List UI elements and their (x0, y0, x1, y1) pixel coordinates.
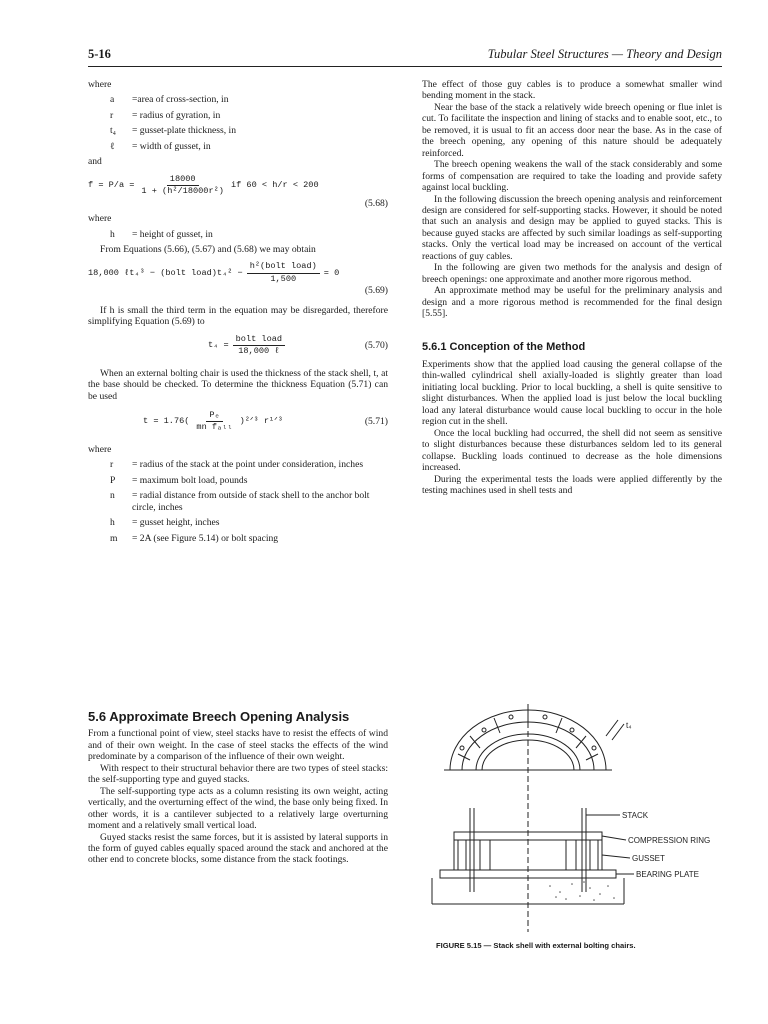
equation-5-71 (88, 410, 388, 434)
section-title: 5.6 Approximate Breech Opening Analysis (88, 709, 350, 724)
variable-symbol: m (110, 532, 118, 544)
variable-row (88, 475, 388, 486)
numerator: h²(bolt load) (247, 261, 320, 273)
plan-view (444, 704, 624, 932)
variable-row (88, 141, 388, 152)
paragraph: Guyed stacks resist the same forces, but it is assisted by lateral supports in the form of guyed cables equally spaced around the stack and anchored at the other end to concrete blocks, some distance from the stack footings. (88, 831, 388, 866)
label-compression-ring: COMPRESSION RING (628, 836, 711, 845)
label-stack: STACK (622, 811, 649, 820)
denominator: 18,000 ℓ (238, 346, 280, 357)
label-t4: t₄ (626, 721, 632, 730)
equation-number: (5.68) (364, 197, 388, 209)
fraction (193, 410, 235, 434)
variable-description: = height of gusset, in (132, 228, 213, 240)
equation-rhs: )²ᐟ³ r¹ᐟ³ (239, 416, 283, 427)
fraction (138, 174, 227, 198)
equation-lhs: t = 1.76( (143, 416, 190, 427)
variable-symbol: h (110, 517, 115, 529)
equation-lhs: f = P/a = (88, 179, 135, 190)
left-column-section (88, 711, 388, 866)
variable-symbol: n (110, 490, 115, 502)
subsection-title: 5.6.1 Conception of the Method (422, 340, 586, 353)
variable-list (88, 94, 388, 152)
equation-5-70 (88, 334, 388, 358)
variable-list (88, 459, 388, 544)
paragraph: The breech opening weakens the wall of the stack considerably and some forms of compensation are required to take the loading and provide safety against local buckling. (422, 159, 722, 194)
fraction (247, 261, 320, 285)
paragraph: With respect to their structural behavior there are two types of steel stacks: the self-supporting type and guyed stacks. (88, 762, 388, 786)
equation-lhs: 18,000 ℓt₄³ − (bolt load)t₄² − (88, 267, 243, 278)
denominator: mn fₐₗₗ (196, 422, 233, 433)
right-column (422, 79, 722, 496)
paragraph: An approximate method may be useful for the preliminary analysis and design and a more rigorous method is recommended for the final design [5.55]. (422, 285, 722, 320)
page-header (88, 44, 722, 67)
variable-row (88, 533, 388, 544)
figure-caption: FIGURE 5.15 — Stack shell with external bolting chairs. (436, 941, 636, 950)
equation-5-69 (88, 261, 388, 285)
label-bearing-plate: BEARING PLATE (636, 870, 699, 879)
variable-description: =area of cross-section, in (132, 94, 229, 106)
paragraph: Near the base of the stack a relatively wide breech opening or flue inlet is cut. To facilitate the inspection and lining of stacks and to enable soot, etc., to be removed, it is usual to fit an access door near the base. As in the case of the breech opening, any opening of this nature should be adequately reinforced. (422, 101, 722, 159)
paragraph: During the experimental tests the loads were applied differently by the testing machines used in shell tests and (422, 473, 722, 496)
fraction (233, 334, 285, 358)
denominator: 1,500 (270, 273, 297, 284)
variable-symbol: a (110, 94, 115, 106)
where-label: where (88, 213, 112, 225)
variable-description: = radius of the stack at the point under consideration, inches (132, 459, 364, 471)
numerator: 18000 (167, 174, 199, 186)
paragraph: In the following discussion the breech opening analysis and reinforcement design are considered for self-supporting stacks. However, it should be noted that such an analysis and design may be applied to guyed stacks. This is because guyed stacks are affected by such similar loadings as self-supporting stacks. Only the vertical load may be increased on account of the vertical reactions of guy cables. (422, 193, 722, 262)
running-title: Tubular Steel Structures — Theory and Design (487, 47, 722, 61)
denominator: 1 + (h²/18000r²) (141, 186, 224, 197)
variable-description: = maximum bolt load, pounds (132, 474, 248, 486)
variable-description: = width of gusset, in (132, 140, 211, 152)
variable-list (88, 229, 388, 240)
variable-description: = gusset-plate thickness, in (132, 125, 236, 137)
variable-row (88, 459, 388, 470)
left-column (88, 79, 388, 548)
variable-description: = radial distance from outside of stack shell to the anchor bolt circle, inches (132, 490, 370, 513)
equation-number: (5.71) (364, 416, 388, 428)
paragraph: In the following are given two methods for the analysis and design of breech openings: one approximate and another more rigorous method. (422, 262, 722, 285)
elevation-view (432, 808, 634, 904)
variable-description: = 2A (see Figure 5.14) or bolt spacing (132, 532, 279, 544)
equation-condition: if 60 < h/r < 200 (230, 179, 319, 190)
equation-lhs: t₄ = (208, 339, 229, 350)
variable-row (88, 490, 388, 513)
variable-symbol: ℓ (110, 140, 115, 152)
paragraph: The self-supporting type acts as a column resisting its own weight, acting vertically, and the overturning effect of the wind, the base only being fixed. In other words, it is a cantilever subjected to a relatively large overturning moment and a relatively small vertical load. (88, 785, 388, 832)
paragraph: If h is small the third term in the equation may be disregarded, therefore simplifying Equation (5.69) to (88, 304, 388, 328)
page-number: 5-16 (88, 47, 111, 61)
equation-number: (5.69) (364, 285, 388, 297)
figure-stack-bolting-chairs (430, 700, 730, 932)
variable-row (88, 125, 388, 136)
equation-number: (5.70) (364, 339, 388, 351)
variable-row (88, 94, 388, 105)
paragraph: When an external bolting chair is used the thickness of the stack shell, t, at the base should be checked. To determine the thickness Equation (5.71) can be used (88, 367, 388, 402)
numerator: Pₑ (206, 410, 222, 422)
and-label: and (88, 156, 102, 168)
equation-rhs: = 0 (323, 267, 340, 278)
variable-symbol: P (110, 474, 116, 486)
paragraph: The effect of those guy cables is to produce a somewhat smaller wind bending moment in the stack. (422, 79, 722, 102)
paragraph: From Equations (5.66), (5.67) and (5.68) we may obtain (100, 243, 316, 255)
variable-row (88, 517, 388, 528)
variable-row (88, 110, 388, 121)
variable-symbol: t₄ (110, 125, 117, 137)
paragraph: Experiments show that the applied load causing the general collapse of the thin-walled cylindrical shell axially-loaded is slightly greater than load initiating local buckling. Prior to local buckling, a shell is quite sensitive to slight disturbances. When the applied load is just below the local buckling load any lateral disturbance would cause local buckling to occur in the hole region cut in the shell. (422, 358, 722, 428)
variable-symbol: r (110, 109, 114, 121)
where-label: where (88, 443, 112, 455)
variable-description: = radius of gyration, in (132, 109, 221, 121)
numerator: bolt load (233, 334, 285, 346)
variable-symbol: h (110, 228, 115, 240)
variable-symbol: r (110, 459, 114, 471)
where-label: where (88, 79, 112, 90)
equation-5-68 (88, 174, 388, 198)
variable-description: = gusset height, inches (132, 517, 220, 529)
paragraph: Once the local buckling had occurred, the shell did not seem as sensitive to slight disturbances because these disturbances seldom led to its general collapse. Buckling loads continued to decrease as the hole dimensions increased. (422, 427, 722, 474)
variable-row (88, 229, 388, 240)
paragraph: From a functional point of view, steel stacks have to resist the effects of wind and of their own weight. In the case of steel stacks the effects of the wind predominate by a comparison of the influence of their own weight. (88, 728, 388, 763)
label-gusset: GUSSET (632, 854, 665, 863)
